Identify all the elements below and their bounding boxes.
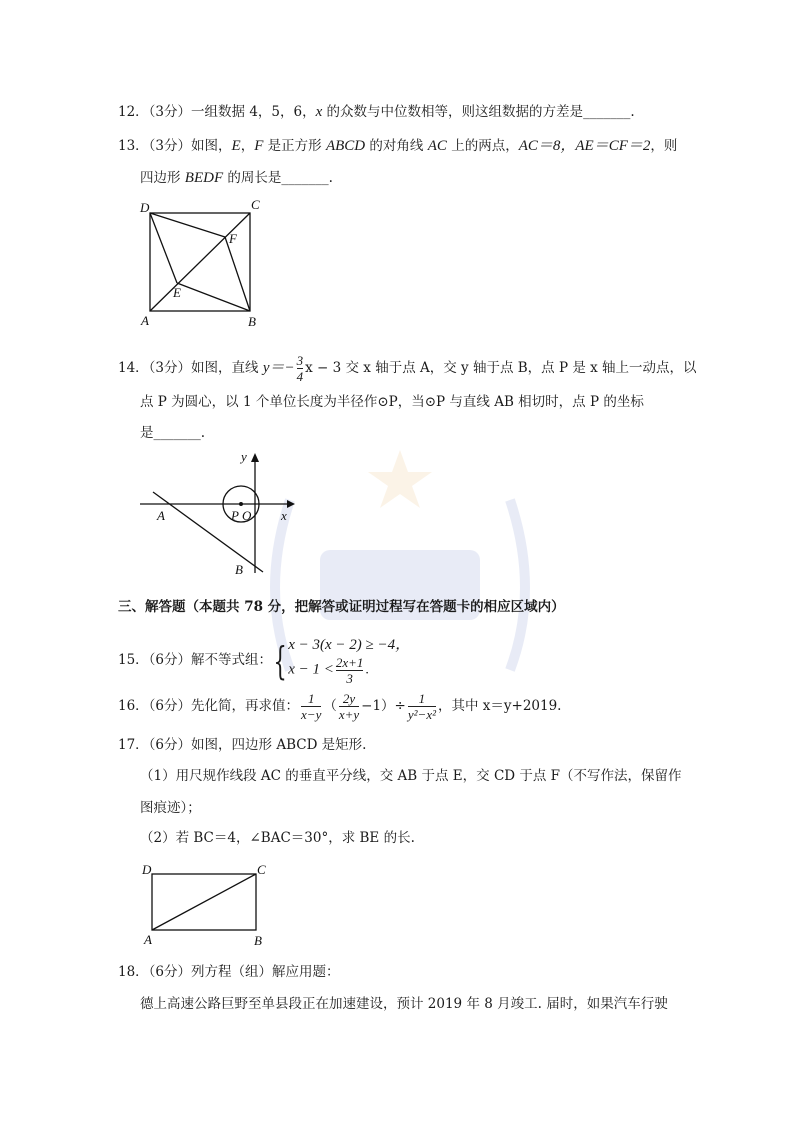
frac-den: y²−x² (407, 707, 436, 722)
answer-blank: _______ (153, 425, 201, 441)
question-18 (118, 962, 340, 982)
frac-den: 3 (336, 670, 364, 686)
label-D: D (142, 862, 152, 877)
question-14-line3 (140, 423, 205, 443)
center-p (239, 502, 243, 506)
inequality-system (288, 635, 410, 686)
q13-text: 如图， (191, 138, 232, 154)
punct: ， (240, 138, 255, 154)
punct: . (200, 425, 206, 441)
frac-num: 1 (418, 691, 426, 706)
q12-text: 一组数据 4，5，6， (191, 104, 316, 120)
var-x: x (315, 104, 323, 120)
q13-text: 是正方形 (263, 138, 326, 154)
q14-text: 是 (140, 425, 154, 441)
frac-num: 3 (296, 353, 304, 368)
answer-blank: _______ (583, 104, 631, 120)
equation-y: y＝− (262, 360, 295, 376)
operator: −1）÷ (361, 698, 406, 714)
question-number: 15．（6分） (118, 652, 192, 668)
question-16 (118, 688, 561, 724)
var-F: F (254, 138, 264, 154)
question-13-line1 (118, 136, 677, 156)
q17-part2: （2）若 BC＝4，∠BAC＝30°，求 BE 的长. (140, 830, 415, 846)
var-ABCD: ABCD (325, 138, 366, 154)
label-B: B (254, 933, 262, 948)
fraction-1 (301, 691, 321, 722)
x-arrow (287, 500, 295, 508)
question-number: 17．（6分） (118, 737, 192, 753)
label-y: y (241, 449, 247, 464)
label-D: D (140, 200, 150, 215)
label-O: O (242, 508, 252, 523)
q16-text: 先化简，再求值： (191, 698, 300, 714)
frac-num: 2y (342, 691, 356, 706)
frac-num: 2x+1 (335, 655, 364, 670)
inequality-2 (288, 655, 410, 686)
q13-text: 上的两点， (446, 138, 519, 154)
segment-eb (177, 283, 250, 311)
q17-part1-line2: 图痕迹）； (140, 800, 201, 816)
fraction-2x1-3 (336, 655, 364, 686)
punct: . (365, 662, 369, 678)
q17-text: 如图，四边形 ABCD 是矩形. (191, 737, 367, 753)
var-AC: AC (427, 138, 447, 154)
q13-text: 的对角线 (365, 138, 428, 154)
q16-text: ，其中 x＝y+2019. (437, 698, 562, 714)
segment-de (150, 213, 177, 283)
label-C: C (257, 862, 266, 877)
square-figure (135, 195, 275, 330)
punct: . (630, 104, 635, 120)
question-17 (118, 735, 366, 755)
question-number: 16．（6分） (118, 698, 192, 714)
var-E: E (231, 138, 241, 154)
q14-text: x − 3 交 x 轴于点 A，交 y 轴于点 B，点 P 是 x 轴上一动点，以 (305, 360, 697, 376)
q18-text: 列方程（组）解应用题： (191, 964, 340, 980)
q12-text: 的众数与中位数相等，则这组数据的方差是 (322, 104, 584, 120)
question-number: 13．（3分） (118, 138, 192, 154)
label-C: C (251, 197, 260, 212)
ineq2-left: x − 1 < (288, 661, 334, 678)
q13-text: 的周长是 (223, 170, 282, 186)
question-number: 12．（3分） (118, 104, 192, 120)
rectangle-figure (138, 860, 278, 950)
q18-body: 德上高速公路巨野至单县段正在加速建设，预计 2019 年 8 月竣工. 届时，如果汽车行驶 (140, 996, 668, 1012)
y-arrow (251, 453, 259, 462)
question-15 (118, 635, 410, 686)
var-BEDF: BEDF (184, 170, 224, 186)
condition: AC＝8，AE＝CF＝2 (518, 138, 651, 154)
q15-text: 解不等式组： (191, 652, 273, 668)
section-title: 三、解答题（本题共 78 分，把解答或证明过程写在答题卡的相应区域内） (118, 599, 565, 615)
fraction-3-4 (297, 353, 304, 384)
label-B: B (248, 314, 256, 329)
q13-text: 四边形 (140, 170, 185, 186)
question-number: 14．（3分） (118, 360, 192, 376)
question-14-line2 (140, 392, 644, 412)
inequality-1: x − 3(x − 2) ≥ −4， (288, 637, 411, 653)
question-number: 18．（6分） (118, 964, 192, 980)
paren: （ (323, 698, 337, 714)
question-14-line1 (118, 352, 697, 384)
label-x: x (281, 508, 287, 523)
label-A: A (141, 313, 149, 328)
frac-den: x+y (338, 707, 360, 722)
fraction-2 (339, 691, 359, 722)
punct: . (328, 170, 333, 186)
fraction-3 (408, 691, 436, 722)
label-E: E (173, 285, 181, 300)
label-A: A (144, 932, 152, 947)
q17-part1-line1: （1）用尺规作线段 AC 的垂直平分线，交 AB 于点 E，交 CD 于点 F（不写作法，保留作 (140, 768, 682, 784)
q14-text: 点 P 为圆心，以 1 个单位长度为半径作⊙P，当⊙P 与直线 AB 相切时，点 P 的坐标 (140, 394, 644, 410)
label-A: A (157, 508, 165, 523)
segment-fb (225, 237, 250, 311)
label-B: B (235, 562, 243, 577)
label-P: P (231, 508, 239, 523)
q13-text: ，则 (650, 138, 678, 154)
diagonal-ac (152, 874, 256, 930)
question-12 (118, 102, 635, 122)
question-13-line2 (140, 168, 333, 188)
frac-den: x−y (301, 707, 322, 722)
coordinate-figure (135, 448, 305, 583)
q14-text: 如图，直线 (191, 360, 263, 376)
label-F: F (229, 231, 237, 246)
segment-df (150, 213, 225, 237)
brace-icon: { (273, 638, 287, 683)
answer-blank: _______ (281, 170, 329, 186)
frac-den: 4 (296, 369, 304, 384)
frac-num: 1 (307, 691, 315, 706)
diagonal-ac (150, 213, 250, 311)
